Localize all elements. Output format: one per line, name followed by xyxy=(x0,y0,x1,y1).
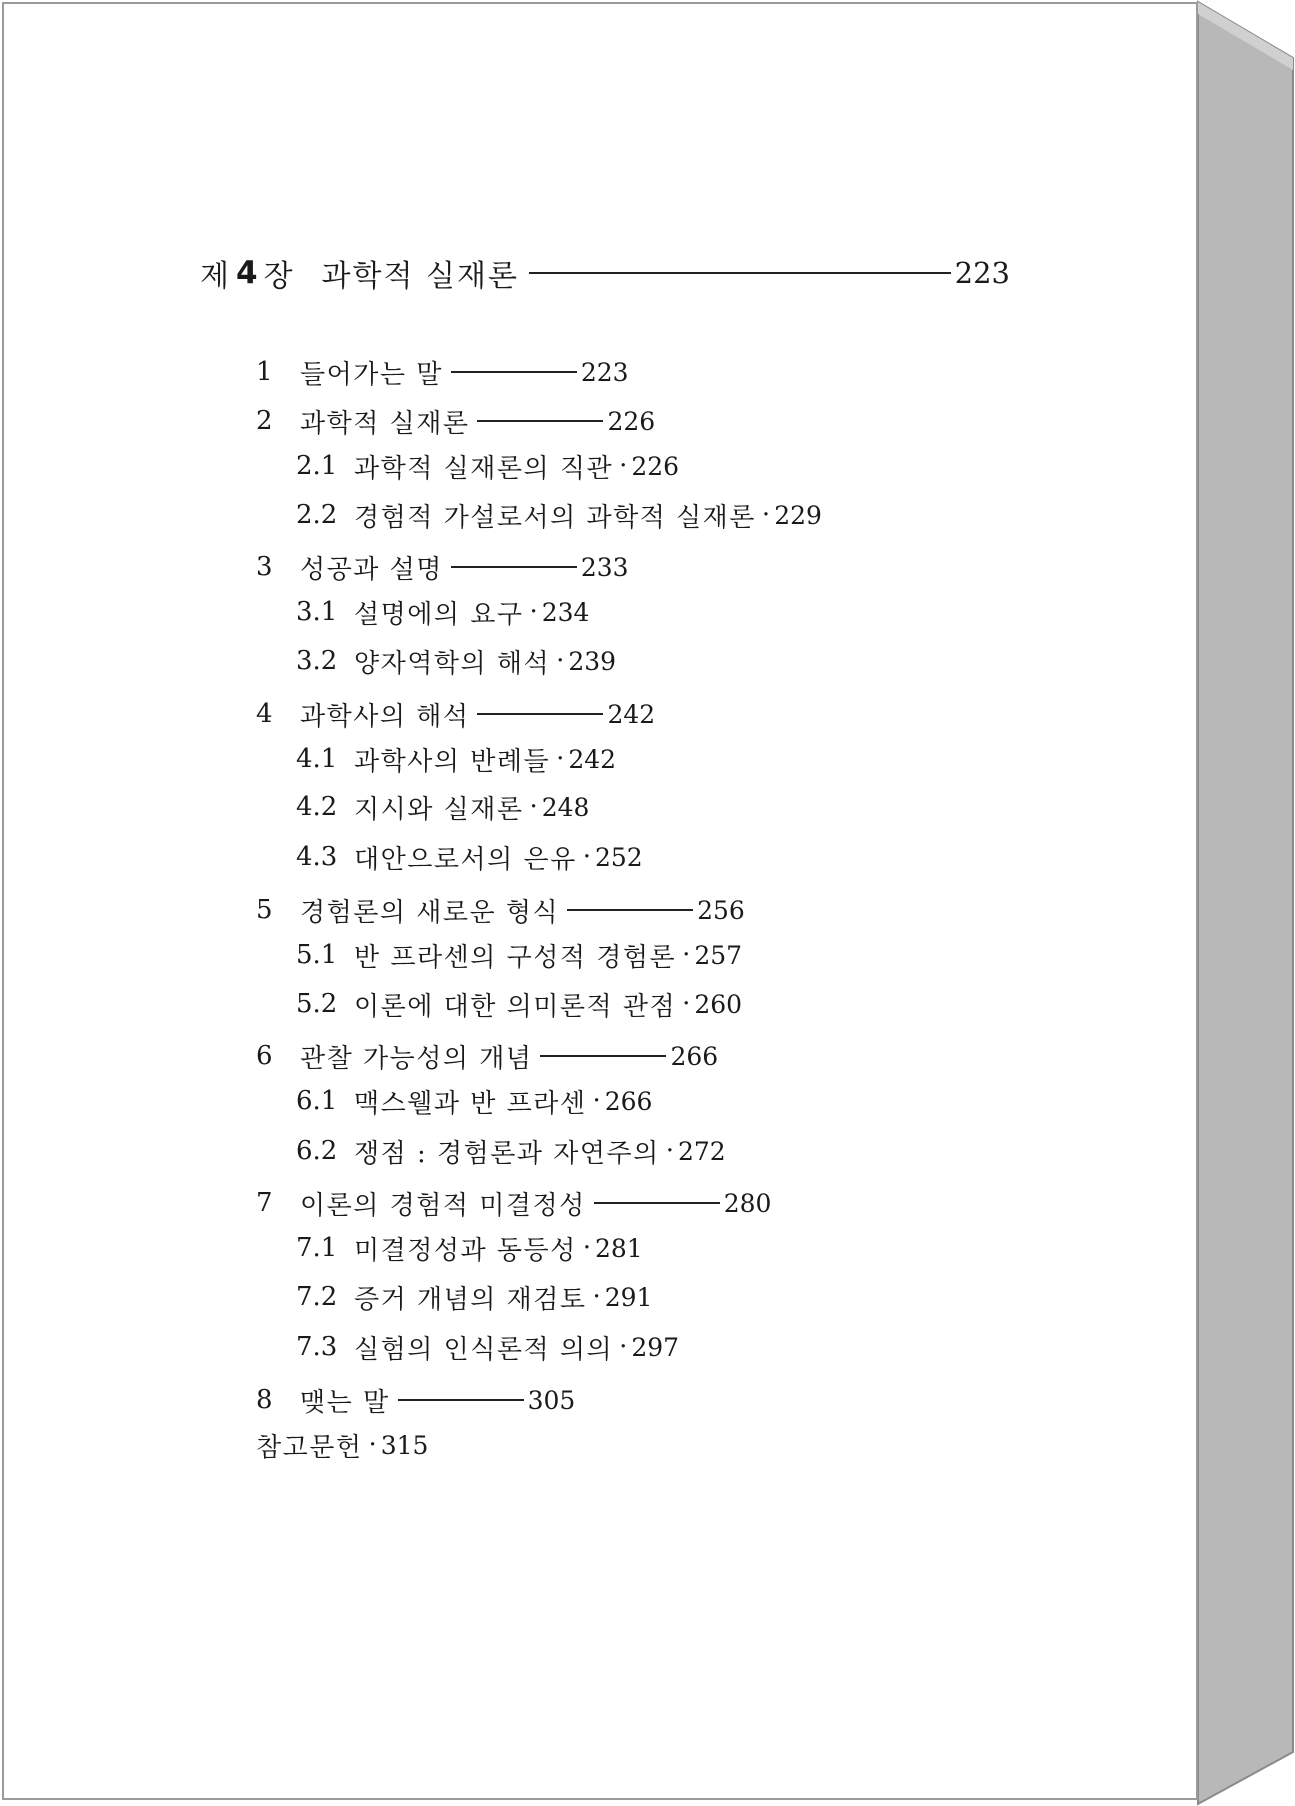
subsection-number: 7.1 xyxy=(296,1233,338,1263)
separator-dot: · xyxy=(582,842,591,872)
toc-references[interactable] xyxy=(256,1425,428,1465)
dot-leader xyxy=(451,566,577,568)
toc-subsection[interactable] xyxy=(296,1228,643,1268)
section-page: 280 xyxy=(723,1188,772,1218)
section-title: 들어가는 말 xyxy=(300,359,443,390)
toc-section[interactable] xyxy=(256,1380,575,1420)
toc-subsection[interactable] xyxy=(296,739,616,779)
chapter-suffix: 장 xyxy=(263,259,294,294)
separator-dot: · xyxy=(619,1332,628,1362)
separator-dot: · xyxy=(368,1430,377,1460)
subsection-number: 7.2 xyxy=(296,1282,338,1312)
subsection-title: 쟁점 : 경험론과 자연주의 xyxy=(354,1138,660,1169)
subsection-number: 6.2 xyxy=(296,1136,338,1166)
subsection-page: 257 xyxy=(694,940,743,970)
chapter-heading[interactable] xyxy=(200,250,1010,296)
subsection-title: 경험적 가설로서의 과학적 실재론 xyxy=(354,502,756,533)
subsection-number: 3.1 xyxy=(296,597,338,627)
separator-dot: · xyxy=(582,1233,591,1263)
subsection-page: 234 xyxy=(541,597,590,627)
separator-dot: · xyxy=(556,646,565,676)
subsection-page: 291 xyxy=(604,1282,653,1312)
separator-dot: · xyxy=(592,1282,601,1312)
subsection-number: 4.3 xyxy=(296,842,338,872)
section-title: 경험론의 새로운 형식 xyxy=(300,897,560,928)
subsection-page: 266 xyxy=(604,1086,653,1116)
subsection-number: 4.1 xyxy=(296,744,338,774)
toc-subsection[interactable] xyxy=(296,935,742,975)
subsection-page: 281 xyxy=(594,1233,643,1263)
section-page: 242 xyxy=(607,699,656,729)
section-number: 7 xyxy=(256,1188,273,1218)
references-page: 315 xyxy=(380,1430,429,1460)
dot-leader xyxy=(451,371,577,373)
toc-section[interactable] xyxy=(256,1183,771,1223)
section-title: 이론의 경험적 미결정성 xyxy=(300,1190,586,1221)
subsection-page: 297 xyxy=(631,1332,680,1362)
section-page: 256 xyxy=(697,895,745,925)
toc-subsection[interactable] xyxy=(296,1131,726,1171)
subsection-page: 252 xyxy=(594,842,643,872)
subsection-title: 실험의 인식론적 의의 xyxy=(354,1334,614,1365)
toc-section[interactable] xyxy=(256,1036,718,1076)
section-page: 266 xyxy=(670,1041,719,1071)
chapter-number: 4 xyxy=(235,255,258,291)
separator-dot: · xyxy=(665,1136,674,1166)
separator-dot: · xyxy=(592,1086,601,1116)
toc-subsection[interactable] xyxy=(296,641,616,681)
toc-subsection[interactable] xyxy=(296,446,679,486)
section-number: 2 xyxy=(256,406,273,436)
subsection-number: 7.3 xyxy=(296,1332,338,1362)
dot-leader xyxy=(477,420,603,422)
subsection-number: 6.1 xyxy=(296,1086,338,1116)
subsection-number: 2.1 xyxy=(296,451,338,481)
separator-dot: · xyxy=(556,744,565,774)
dot-leader xyxy=(540,1055,666,1057)
subsection-title: 이론에 대한 의미론적 관점 xyxy=(354,991,677,1022)
section-title: 성공과 설명 xyxy=(300,554,443,585)
toc-section[interactable] xyxy=(256,401,655,441)
dot-leader xyxy=(594,1202,720,1204)
section-page: 223 xyxy=(580,357,629,387)
subsection-title: 지시와 실재론 xyxy=(354,794,524,825)
section-page: 233 xyxy=(580,552,629,582)
toc-section[interactable] xyxy=(256,547,629,587)
section-number: 8 xyxy=(256,1385,273,1415)
section-title: 과학적 실재론 xyxy=(300,408,470,439)
separator-dot: · xyxy=(682,989,691,1019)
dot-leader xyxy=(398,1399,524,1401)
separator-dot: · xyxy=(682,940,691,970)
subsection-title: 증거 개념의 재검토 xyxy=(354,1284,587,1315)
subsection-number: 3.2 xyxy=(296,646,338,676)
toc-section[interactable] xyxy=(256,352,629,392)
section-title: 맺는 말 xyxy=(300,1387,390,1418)
separator-dot: · xyxy=(529,792,538,822)
toc-subsection[interactable] xyxy=(296,984,742,1024)
section-number: 4 xyxy=(256,699,273,729)
subsection-title: 설명에의 요구 xyxy=(354,599,524,630)
chapter-title: 과학적 실재론 xyxy=(321,259,519,294)
separator-dot: · xyxy=(619,451,628,481)
subsection-page: 239 xyxy=(568,646,617,676)
subsection-number: 5.2 xyxy=(296,989,338,1019)
subsection-page: 272 xyxy=(677,1136,726,1166)
separator-dot: · xyxy=(529,597,538,627)
subsection-title: 맥스웰과 반 프라센 xyxy=(354,1088,587,1119)
subsection-page: 248 xyxy=(541,792,590,822)
section-number: 3 xyxy=(256,552,273,582)
chapter-prefix: 제 xyxy=(200,259,230,294)
section-page: 226 xyxy=(607,406,656,436)
section-title: 관찰 가능성의 개념 xyxy=(300,1043,533,1074)
toc-subsection[interactable] xyxy=(296,1327,679,1367)
subsection-number: 4.2 xyxy=(296,792,338,822)
dot-leader xyxy=(477,713,603,715)
toc-subsection[interactable] xyxy=(296,837,643,877)
toc-subsection[interactable] xyxy=(296,495,822,535)
section-page: 305 xyxy=(527,1385,576,1415)
subsection-title: 미결정성과 동등성 xyxy=(354,1235,577,1266)
toc-subsection[interactable] xyxy=(296,1081,652,1121)
toc-subsection[interactable] xyxy=(296,787,589,827)
section-number: 6 xyxy=(256,1041,273,1071)
section-number: 1 xyxy=(256,357,273,387)
toc-section[interactable] xyxy=(256,890,745,930)
section-title: 과학사의 해석 xyxy=(300,701,470,732)
subsection-title: 과학사의 반례들 xyxy=(354,746,551,777)
toc-subsection[interactable] xyxy=(296,592,589,632)
subsection-page: 260 xyxy=(694,989,743,1019)
subsection-title: 과학적 실재론의 직관 xyxy=(354,453,614,484)
dot-leader xyxy=(567,909,693,911)
subsection-title: 반 프라센의 구성적 경험론 xyxy=(354,942,677,973)
subsection-title: 양자역학의 해석 xyxy=(354,648,551,679)
dot-leader xyxy=(529,272,951,274)
section-number: 5 xyxy=(256,895,273,925)
subsection-number: 2.2 xyxy=(296,500,338,530)
subsection-page: 226 xyxy=(631,451,680,481)
separator-dot: · xyxy=(761,500,771,530)
subsection-number: 5.1 xyxy=(296,940,338,970)
chapter-page: 223 xyxy=(954,256,1010,290)
toc-section[interactable] xyxy=(256,694,655,734)
references-title: 참고문헌 xyxy=(256,1432,363,1463)
subsection-page: 229 xyxy=(774,500,822,530)
toc-subsection[interactable] xyxy=(296,1277,652,1317)
subsection-page: 242 xyxy=(568,744,617,774)
subsection-title: 대안으로서의 은유 xyxy=(354,844,577,875)
